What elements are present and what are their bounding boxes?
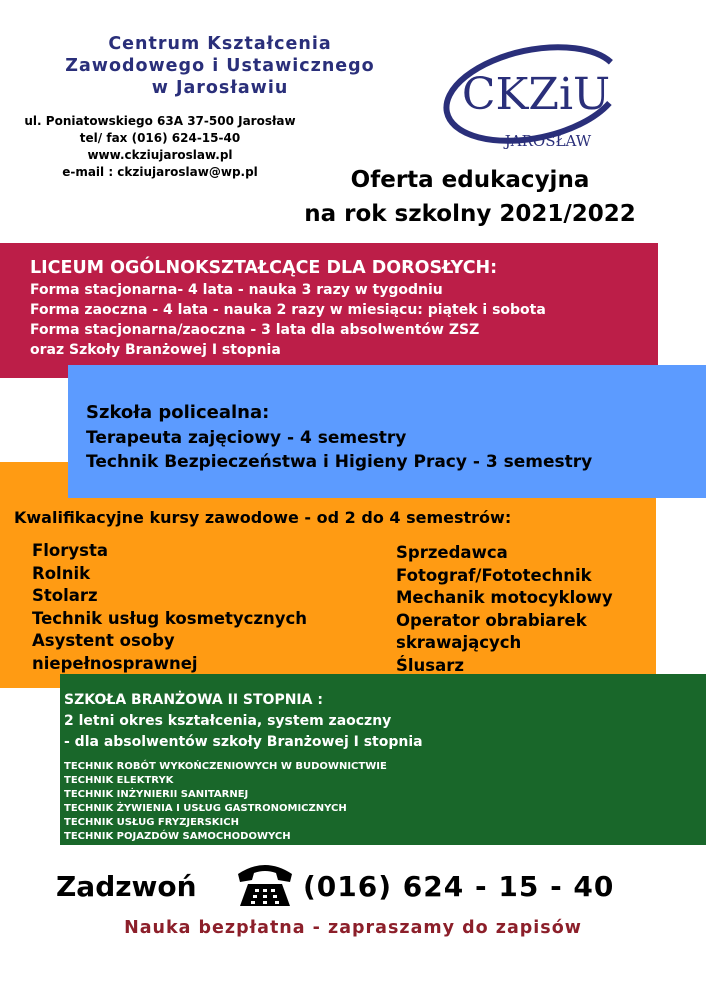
policealna-line: Terapeuta zajęciowy - 4 semestry [86,428,407,448]
kursy-right-column [396,542,613,677]
policealna-section [86,400,592,474]
kursy-left-column [32,540,307,675]
policealna-title: Szkoła policealna: [86,402,270,423]
email-link[interactable]: e-mail : ckziujaroslaw@wp.pl [62,165,258,179]
branzowa-professions [64,760,423,844]
lo-line: Forma stacjonarna/zaoczna - 3 lata dla absolwentów ZSZ [30,322,480,338]
lo-section-title: LICEUM OGÓLNOKSZTAŁCĄCE DLA DOROSŁYCH: [30,258,498,278]
lo-section [30,256,546,360]
lo-line: oraz Szkoły Branżowej I stopnia [30,342,281,358]
lo-line: Forma stacjonarna- 4 lata - nauka 3 razy w tygodniu [30,282,443,298]
offer-title [235,163,705,231]
phone-fax: tel/ fax (016) 624-15-40 [79,131,241,145]
logo-text: CKZiU [461,69,611,120]
kursy-item: Fotograf/Fototechnik [396,565,592,585]
call-number[interactable]: (016) 624 - 15 - 40 [303,870,615,903]
lo-line: Forma zaoczna - 4 lata - nauka 2 razy w miesiącu: piątek i sobota [30,302,546,318]
kursy-item: niepełnosprawnej [32,653,198,673]
ckziu-logo [440,40,640,158]
profession-item: TECHNIK POJAZDÓW SAMOCHODOWYCH [64,831,291,842]
school-name-line-3: w Jarosławiu [151,78,289,98]
kursy-item: Asystent osoby [32,631,175,650]
school-name-line-2: Zawodowego i Ustawicznego [65,56,375,76]
kursy-title: Kwalifikacyjne kursy zawodowe - od 2 do 4 semestrów: [14,508,512,527]
branzowa-line: 2 letni okres kształcenia, system zaoczny [64,713,392,729]
school-name [10,33,430,99]
kursy-item: Ślusarz [396,655,464,675]
footer-text: Nauka bezpłatna - zapraszamy do zapisów [124,918,582,938]
kursy-item: Rolnik [32,563,91,583]
profession-item: TECHNIK USŁUG FRYZJERSKICH [64,817,239,828]
branzowa-section [64,690,423,844]
kursy-item: Florysta [32,541,108,560]
logo-subtext: JAROSŁAW [504,132,592,150]
offer-line-2: na rok szkolny 2021/2022 [304,201,636,227]
profession-item: TECHNIK ŻYWIENIA I USŁUG GASTRONOMICZNYCH [64,803,347,814]
profession-item: TECHNIK ELEKTRYK [64,775,174,786]
branzowa-title: SZKOŁA BRANŻOWA II STOPNIA : [64,692,323,708]
school-name-line-1: Centrum Kształcenia [108,34,332,54]
profession-item: TECHNIK ROBÓT WYKOŃCZENIOWYCH W BUDOWNICTWIE [64,761,387,772]
telephone-icon [234,860,296,910]
website-link[interactable]: www.ckziujaroslaw.pl [87,148,233,162]
kursy-item: Operator obrabiarek [396,610,587,630]
policealna-line: Technik Bezpieczeństwa i Higieny Pracy - 3 semestry [86,452,593,472]
kursy-item: skrawających [396,633,522,652]
offer-line-1: Oferta edukacyjna [350,167,590,193]
kursy-item: Technik usług kosmetycznych [32,608,308,628]
kursy-item: Mechanik motocyklowy [396,588,613,607]
kursy-item: Sprzedawca [396,543,508,562]
profession-item: TECHNIK INŻYNIERII SANITARNEJ [64,789,249,800]
call-label: Zadzwoń [56,870,197,903]
branzowa-line: - dla absolwentów szkoły Branżowej I stopnia [64,734,423,750]
address: ul. Poniatowskiego 63A 37-500 Jarosław [24,114,296,128]
kursy-item: Stolarz [32,586,98,605]
